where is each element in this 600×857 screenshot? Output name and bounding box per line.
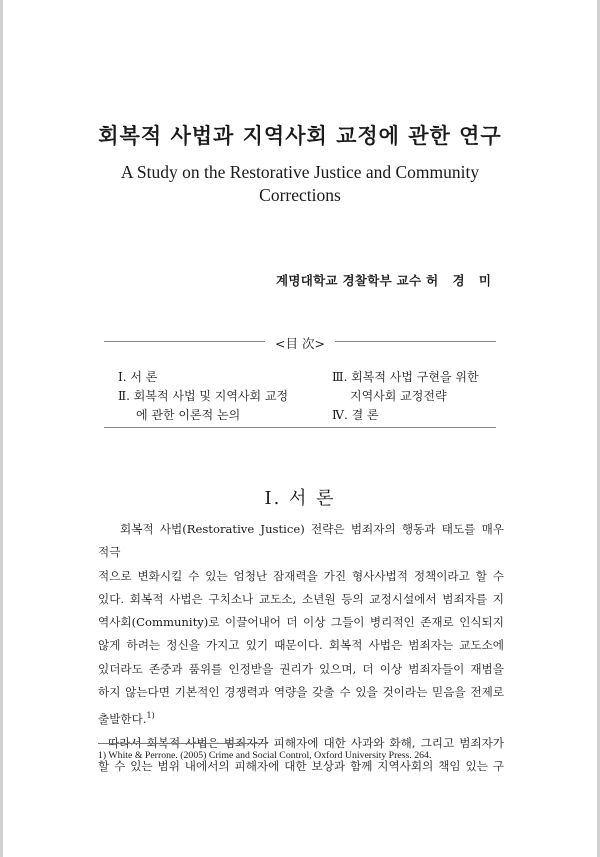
toc-item-4: Ⅳ. 결 론 [332,408,379,422]
footnote-1: 1) White & Perrone. (2005) Crime and Social Control, Oxford University Press. 264. [98,750,432,761]
toc-heading-wrap [104,333,496,352]
paper-title-english: A Study on the Restorative Justice and Community Corrections [120,162,480,205]
toc-item-3: Ⅲ. 회복적 사법 구현을 위한 [332,370,479,384]
paragraph-1-line: 회복적 사법(Restorative Justice) 전략은 범죄자의 행동과 태도를 매우 적극 [98,522,504,560]
paragraph-1-line: 적으로 변화시킬 수 있는 엄청난 잠재력을 가진 형사사법적 정책이라고 할 수 [98,568,504,583]
paragraph-1 [98,518,504,778]
paragraph-2-line: 할 수 있는 범위 내에서의 피해자에 대한 보상과 함께 지역사회의 책임 있는 구 [98,758,504,773]
author-line [276,271,496,289]
toc-item-3-cont: 지역사회 교정전략 [350,389,447,403]
section-heading: Ⅰ. 서 론 [264,488,336,509]
paper-title-korean: 회복적 사법과 지역사회 교정에 관한 연구 [98,123,502,148]
paragraph-1-last-line [98,704,504,731]
paragraph-1-line: 않게 하려는 정신을 가지고 있기 때문이다. 회복적 사법은 범죄자는 교도소에 [98,638,504,653]
author-affiliation: 계명대학교 경찰학부 교수 [275,273,422,288]
toc-heading: <目 次> [265,336,335,351]
paragraph-1-line: 있더라도 존중과 품위를 인정받을 권리가 있으며, 더 이상 범죄자들이 재범을 [98,661,504,676]
author-name: 허 경 미 [426,273,496,288]
paragraph-2-line: 따라서 회복적 사법은 범죄자가 피해자에 대한 사과와 화해, 그리고 범죄자가 [108,735,504,750]
toc-item-2-cont: 에 관한 이론적 논의 [136,408,241,422]
paragraph-1-line: 있다. 회복적 사법은 구치소나 교도소, 소년원 등의 교정시설에서 범죄자를 지 [98,591,504,606]
table-of-contents [104,336,496,428]
toc-item-1: Ⅰ. 서 론 [118,370,158,384]
footnote-divider [98,743,268,744]
toc-item-2: Ⅱ. 회복적 사법 및 지역사회 교정 [118,389,289,403]
paragraph-1-last-text: 출발한다. [98,712,147,727]
footnote-reference: 1) [146,711,155,721]
paragraph-1-line: 하지 않는다면 기본적인 경쟁력과 역량을 갖출 수 있을 것이라는 믿음을 전제로 [98,685,504,700]
paragraph-1-line: 역사회(Community)로 이끌어내어 더 이상 그들이 병리적인 존재로 인식되지 [98,615,504,630]
